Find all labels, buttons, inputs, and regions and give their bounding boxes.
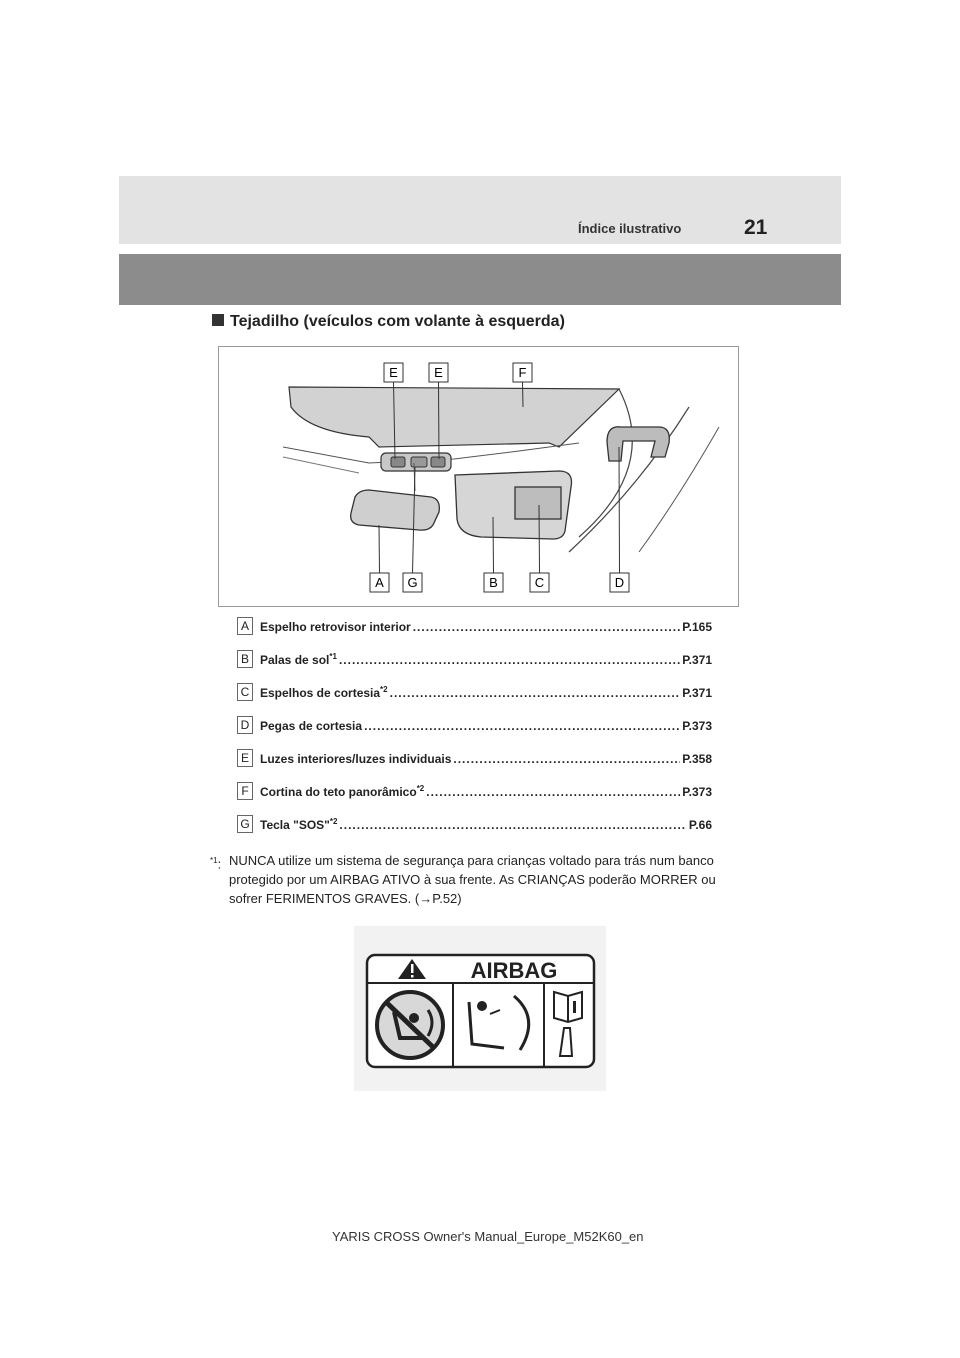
callout-a: A bbox=[375, 575, 384, 590]
item-letter: G bbox=[237, 815, 253, 833]
leader-dots bbox=[413, 620, 680, 634]
item-label: Cortina do teto panorâmico$^{*2}$ bbox=[260, 784, 425, 799]
callout-c: C bbox=[534, 575, 545, 590]
airbag-label-drawing bbox=[354, 926, 606, 1091]
square-bullet-icon bbox=[212, 314, 224, 326]
item-letter: C bbox=[237, 683, 253, 701]
footnote-mark: $^{*1}$: bbox=[210, 856, 222, 872]
airbag-label-title: AIRBAG bbox=[470, 958, 558, 983]
item-label: Tecla "SOS"$^{*2}$ bbox=[260, 817, 338, 832]
list-item bbox=[237, 780, 717, 813]
header-section-title: Índice ilustrativo bbox=[578, 221, 682, 236]
roof-illustration-drawing bbox=[219, 347, 740, 608]
list-item bbox=[237, 813, 717, 846]
item-letter: E bbox=[237, 749, 253, 767]
leader-dots bbox=[364, 719, 680, 733]
list-item bbox=[237, 714, 717, 747]
item-label: Palas de sol$^{*1}$ bbox=[260, 652, 337, 667]
callout-f: F bbox=[518, 365, 527, 380]
section-heading bbox=[212, 313, 565, 331]
section-heading-text: Tejadilho (veículos com volante à esquerda) bbox=[230, 313, 565, 330]
roof-illustration bbox=[218, 346, 739, 607]
component-list bbox=[237, 615, 717, 846]
page-reference: P.66 bbox=[688, 818, 712, 832]
chapter-band bbox=[119, 254, 841, 305]
item-letter: D bbox=[237, 716, 253, 734]
item-label: Espelhos de cortesia$^{*2}$ bbox=[260, 685, 388, 700]
list-item bbox=[237, 747, 717, 780]
callout-d: D bbox=[614, 575, 625, 590]
item-label: Pegas de cortesia bbox=[260, 719, 363, 733]
no-child-seat-icon bbox=[377, 992, 443, 1058]
page-reference: P.358 bbox=[682, 752, 712, 766]
list-item bbox=[237, 615, 717, 648]
airbag-warning-label bbox=[354, 926, 606, 1091]
leader-dots bbox=[426, 785, 680, 799]
page-reference: P.373 bbox=[682, 785, 712, 799]
page-reference: P.371 bbox=[682, 653, 712, 667]
footnote bbox=[210, 851, 730, 908]
item-label: Luzes interiores/luzes individuais bbox=[260, 752, 452, 766]
header-band bbox=[119, 176, 841, 244]
page-reference: P.373 bbox=[682, 719, 712, 733]
callout-e1: E bbox=[389, 365, 398, 380]
page-number: 21 bbox=[744, 216, 768, 239]
footnote-text: NUNCA utilize um sistema de segurança para crianças voltado para trás num banco protegido por um AIRBAG ATIVO à sua frente. As CRIANÇAS poderão MORRER ou sofrer FERIMENTOS GRAVES. (→P.52) bbox=[229, 853, 716, 906]
callout-e2: E bbox=[434, 365, 443, 380]
list-item bbox=[237, 681, 717, 714]
page-reference: P.371 bbox=[682, 686, 712, 700]
item-letter: B bbox=[237, 650, 253, 668]
item-label: Espelho retrovisor interior bbox=[260, 620, 411, 634]
list-item bbox=[237, 648, 717, 681]
leader-dots bbox=[453, 752, 680, 766]
page-reference: P.165 bbox=[682, 620, 712, 634]
leader-dots bbox=[339, 653, 680, 667]
callout-g: G bbox=[407, 575, 418, 590]
leader-dots bbox=[390, 686, 681, 700]
item-letter: A bbox=[237, 617, 253, 635]
item-letter: F bbox=[237, 782, 253, 800]
leader-dots bbox=[339, 818, 686, 832]
footer-text: YARIS CROSS Owner's Manual_Europe_M52K60_en bbox=[332, 1229, 644, 1244]
callout-b: B bbox=[489, 575, 498, 590]
